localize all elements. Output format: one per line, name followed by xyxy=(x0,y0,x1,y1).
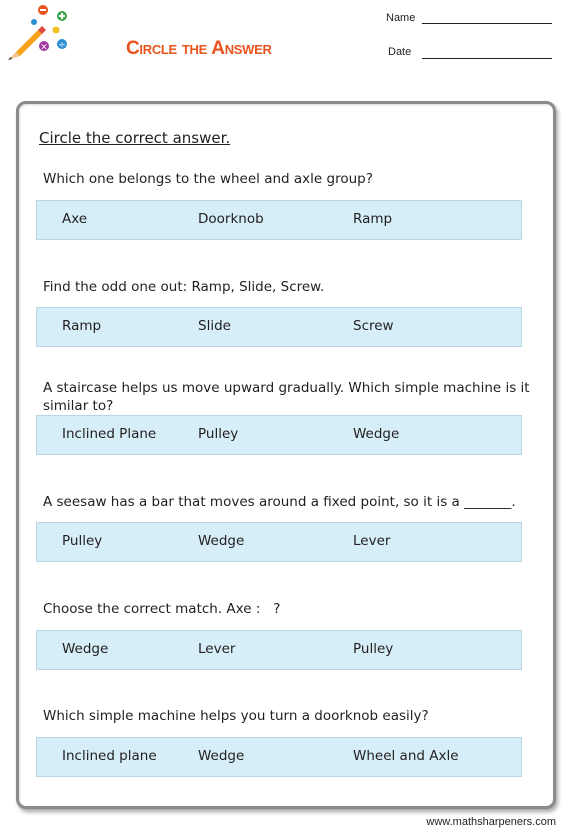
answer-option[interactable]: Slide xyxy=(198,318,231,334)
name-field[interactable] xyxy=(422,23,552,24)
svg-text:÷: ÷ xyxy=(58,40,66,51)
answer-option[interactable]: Screw xyxy=(353,318,394,334)
answer-option[interactable]: Ramp xyxy=(62,318,102,334)
answer-option[interactable]: Wedge xyxy=(62,641,109,657)
pencil-logo-icon xyxy=(2,2,74,68)
answer-option[interactable]: Lever xyxy=(198,641,236,657)
question-6: Which simple machine helps you turn a doorknob easily? xyxy=(43,708,429,724)
answer-option[interactable]: Doorknob xyxy=(198,211,264,227)
answer-option[interactable]: Wedge xyxy=(198,748,245,764)
question-5: Choose the correct match. Axe : ? xyxy=(43,601,281,617)
answer-option[interactable]: Pulley xyxy=(198,426,239,442)
answer-option[interactable]: Inclined Plane xyxy=(62,426,157,442)
answer-option[interactable]: Pulley xyxy=(62,533,103,549)
question-1: Which one belongs to the wheel and axle group? xyxy=(43,171,373,187)
answer-option[interactable]: Inclined plane xyxy=(62,748,157,764)
footer-website: www.mathsharpeners.com xyxy=(426,816,556,828)
answer-option[interactable]: Lever xyxy=(353,533,391,549)
answer-option[interactable]: Wheel and Axle xyxy=(353,748,459,764)
answer-box-6 xyxy=(36,737,522,777)
answer-box-1 xyxy=(36,200,522,240)
answer-box-4 xyxy=(36,522,522,562)
answer-box-3 xyxy=(36,415,522,455)
svg-text:×: × xyxy=(40,42,48,53)
answer-option[interactable]: Axe xyxy=(62,211,88,227)
answer-box-2 xyxy=(36,307,522,347)
answer-option[interactable]: Wedge xyxy=(198,533,245,549)
answer-option[interactable]: Pulley xyxy=(353,641,394,657)
date-label: Date xyxy=(388,46,412,58)
answer-option[interactable]: Wedge xyxy=(353,426,400,442)
question-2: Find the odd one out: Ramp, Slide, Screw. xyxy=(43,279,325,295)
worksheet-title: Circle the Answer xyxy=(126,38,272,59)
divide-icon xyxy=(57,39,67,51)
plus-icon xyxy=(57,11,67,21)
date-field[interactable] xyxy=(422,58,552,59)
minus-icon xyxy=(38,5,48,15)
times-icon xyxy=(39,41,49,53)
name-label: Name xyxy=(386,12,416,24)
answer-box-5 xyxy=(36,630,522,670)
question-3: A staircase helps us move upward gradually. Which simple machine is it similar to? xyxy=(43,380,530,414)
question-4: A seesaw has a bar that moves around a fixed point, so it is a _______. xyxy=(43,494,516,510)
answer-option[interactable]: Ramp xyxy=(353,211,393,227)
instruction-text: Circle the correct answer. xyxy=(39,129,231,147)
